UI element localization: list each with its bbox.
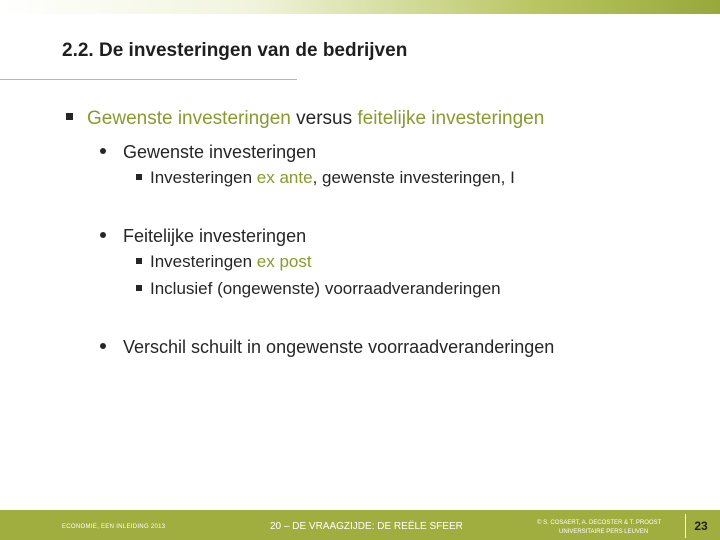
sub-item-accent: ex post — [256, 252, 312, 271]
list-item-label: Verschil schuilt in ongewenste voorraadveranderingen — [123, 337, 555, 357]
main-bullet-text-2: versus — [290, 108, 358, 129]
main-bullet-text-3: feitelijke investeringen — [357, 108, 545, 129]
footer-chapter: 20 – DE VRAAGZIJDE: DE REËLE SFEER — [270, 521, 463, 532]
sub-item-ex-ante — [136, 168, 515, 188]
round-bullet-icon — [100, 343, 106, 349]
list-item-label: Feitelijke investeringen — [123, 226, 307, 246]
footer-divider — [685, 514, 686, 538]
page-number: 23 — [694, 519, 708, 533]
square-bullet-icon — [136, 174, 142, 180]
round-bullet-icon — [100, 232, 106, 238]
header-gradient-bar — [0, 0, 720, 14]
square-bullet-icon — [136, 258, 142, 264]
sub-item-accent: ex ante — [256, 168, 313, 187]
sub-item-pre: Investeringen — [150, 168, 257, 187]
title-underline — [0, 79, 297, 80]
square-bullet-icon — [66, 113, 73, 120]
footer-copyright — [537, 519, 661, 537]
sub-item-pre: Investeringen — [150, 252, 257, 271]
list-item-feitelijke — [100, 226, 306, 247]
footer-copyright-authors: © S. COSAERT, A. DECOSTER & T. PROOST — [537, 520, 662, 526]
footer-copyright-publisher: UNIVERSITAIRE PERS LEUVEN — [559, 529, 649, 535]
slide-title: 2.2. De investeringen van de bedrijven — [62, 40, 408, 61]
sub-item-text: Inclusief (ongewenste) voorraadveranderingen — [150, 279, 501, 298]
list-item-verschil — [100, 337, 554, 358]
main-bullet — [66, 108, 544, 130]
main-bullet-text-1: Gewenste investeringen — [87, 108, 291, 129]
sub-item-post: , gewenste investeringen, I — [312, 168, 515, 187]
footer-bar — [0, 510, 720, 540]
sub-item-ex-post — [136, 252, 312, 272]
list-item-gewenste — [100, 142, 316, 163]
round-bullet-icon — [100, 148, 106, 154]
list-item-label: Gewenste investeringen — [123, 142, 317, 162]
sub-item-inclusief — [136, 279, 501, 299]
square-bullet-icon — [136, 285, 142, 291]
footer-course-title: ECONOMIE, EEN INLEIDING 2013 — [62, 524, 166, 530]
